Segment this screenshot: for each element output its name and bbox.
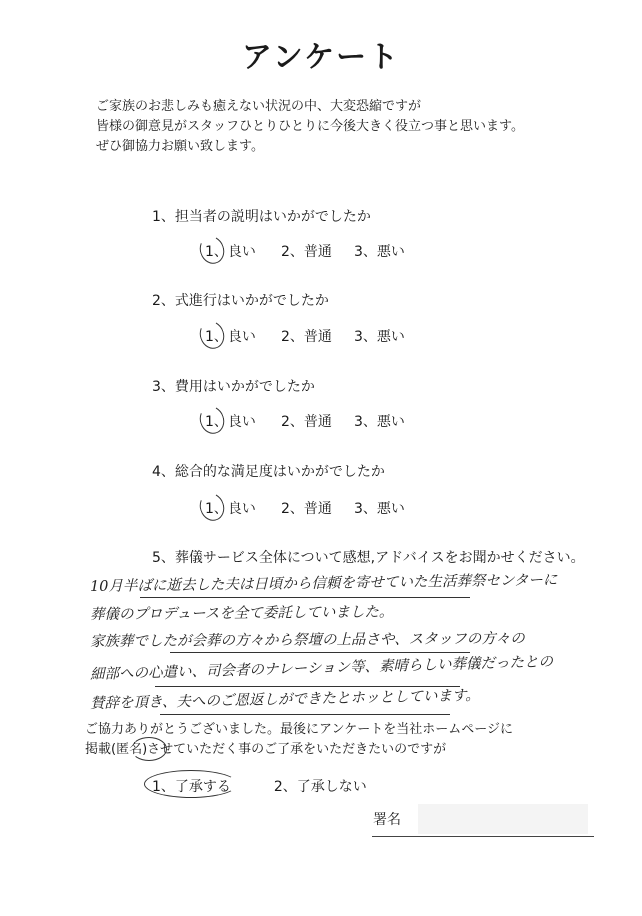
handwritten-line: 家族葬でしたが会葬の方々から祭壇の上品さや、スタッフの方々の: [89, 630, 525, 650]
question-2-option-bad[interactable]: 3、悪い: [354, 329, 405, 345]
question-2-option-good[interactable]: 1、良い: [205, 326, 256, 346]
handwritten-line: 10月半ばに逝去した夫は日頃から信頼を寄せていた生活葬祭センターに: [89, 572, 558, 595]
closing-line: 掲載(匿名)させていただく事のご了承をいただきたいのですが: [85, 742, 447, 757]
question-5-text: 5、葬儀サービス全体について感想,アドバイスをお聞かせください。: [152, 550, 585, 566]
question-4-option-average[interactable]: 2、普通: [281, 501, 332, 517]
closing-line: ご協力ありがとうございました。最後にアンケートを当社ホームページに: [85, 722, 513, 737]
question-3-option-average[interactable]: 2、普通: [281, 414, 332, 430]
signature-line: [372, 836, 594, 837]
intro-text: [96, 97, 524, 157]
consent-option-agree[interactable]: 1、了承する: [152, 779, 231, 795]
selection-circle: [196, 233, 228, 268]
underline: [160, 714, 450, 715]
signature-redacted-area: [418, 804, 588, 834]
page-title: アンケート: [241, 40, 401, 75]
question-3-text: 3、費用はいかがでしたか: [152, 379, 315, 395]
selection-circle: [196, 403, 228, 438]
intro-line: 皆様の御意見がスタッフひとりひとりに今後大きく役立つ事と思います。: [96, 119, 524, 134]
question-1-option-average[interactable]: 2、普通: [281, 244, 332, 260]
question-4-option-bad[interactable]: 3、悪い: [354, 501, 405, 517]
signature-label: 署名: [373, 812, 401, 828]
question-1-option-good[interactable]: 1、良い: [205, 241, 256, 261]
question-3-option-bad[interactable]: 3、悪い: [354, 414, 405, 430]
question-2-text: 2、式進行はいかがでしたか: [152, 293, 329, 309]
question-3-option-good[interactable]: 1、良い: [205, 411, 256, 431]
consent-option-disagree[interactable]: 2、了承しない: [273, 779, 367, 795]
consent-options: [152, 776, 367, 796]
anonymous-circle-mark: [131, 737, 167, 761]
question-1-text: 1、担当者の説明はいかがでしたか: [152, 209, 371, 225]
intro-line: ご家族のお悲しみも癒えない状況の中、大変恐縮ですが: [96, 99, 422, 114]
underline: [140, 597, 470, 598]
handwritten-line: 葬儀のプロデュースを全て委託していました。: [89, 604, 394, 623]
question-1-option-bad[interactable]: 3、悪い: [354, 244, 405, 260]
question-4-option-good[interactable]: 1、良い: [205, 498, 256, 518]
handwritten-line: 細部への心遣い、司会者のナレーション等、素晴らしい葬儀だったとの: [89, 654, 554, 683]
question-2-option-average[interactable]: 2、普通: [281, 329, 332, 345]
intro-line: ぜひ御協力お願い致します。: [96, 139, 264, 154]
selection-circle: [196, 490, 228, 525]
handwritten-line: 賛辞を頂き、夫へのご恩返しができたとホッとしています。: [89, 687, 480, 712]
selection-circle: [196, 318, 228, 353]
question-4-text: 4、総合的な満足度はいかがでしたか: [152, 464, 385, 480]
